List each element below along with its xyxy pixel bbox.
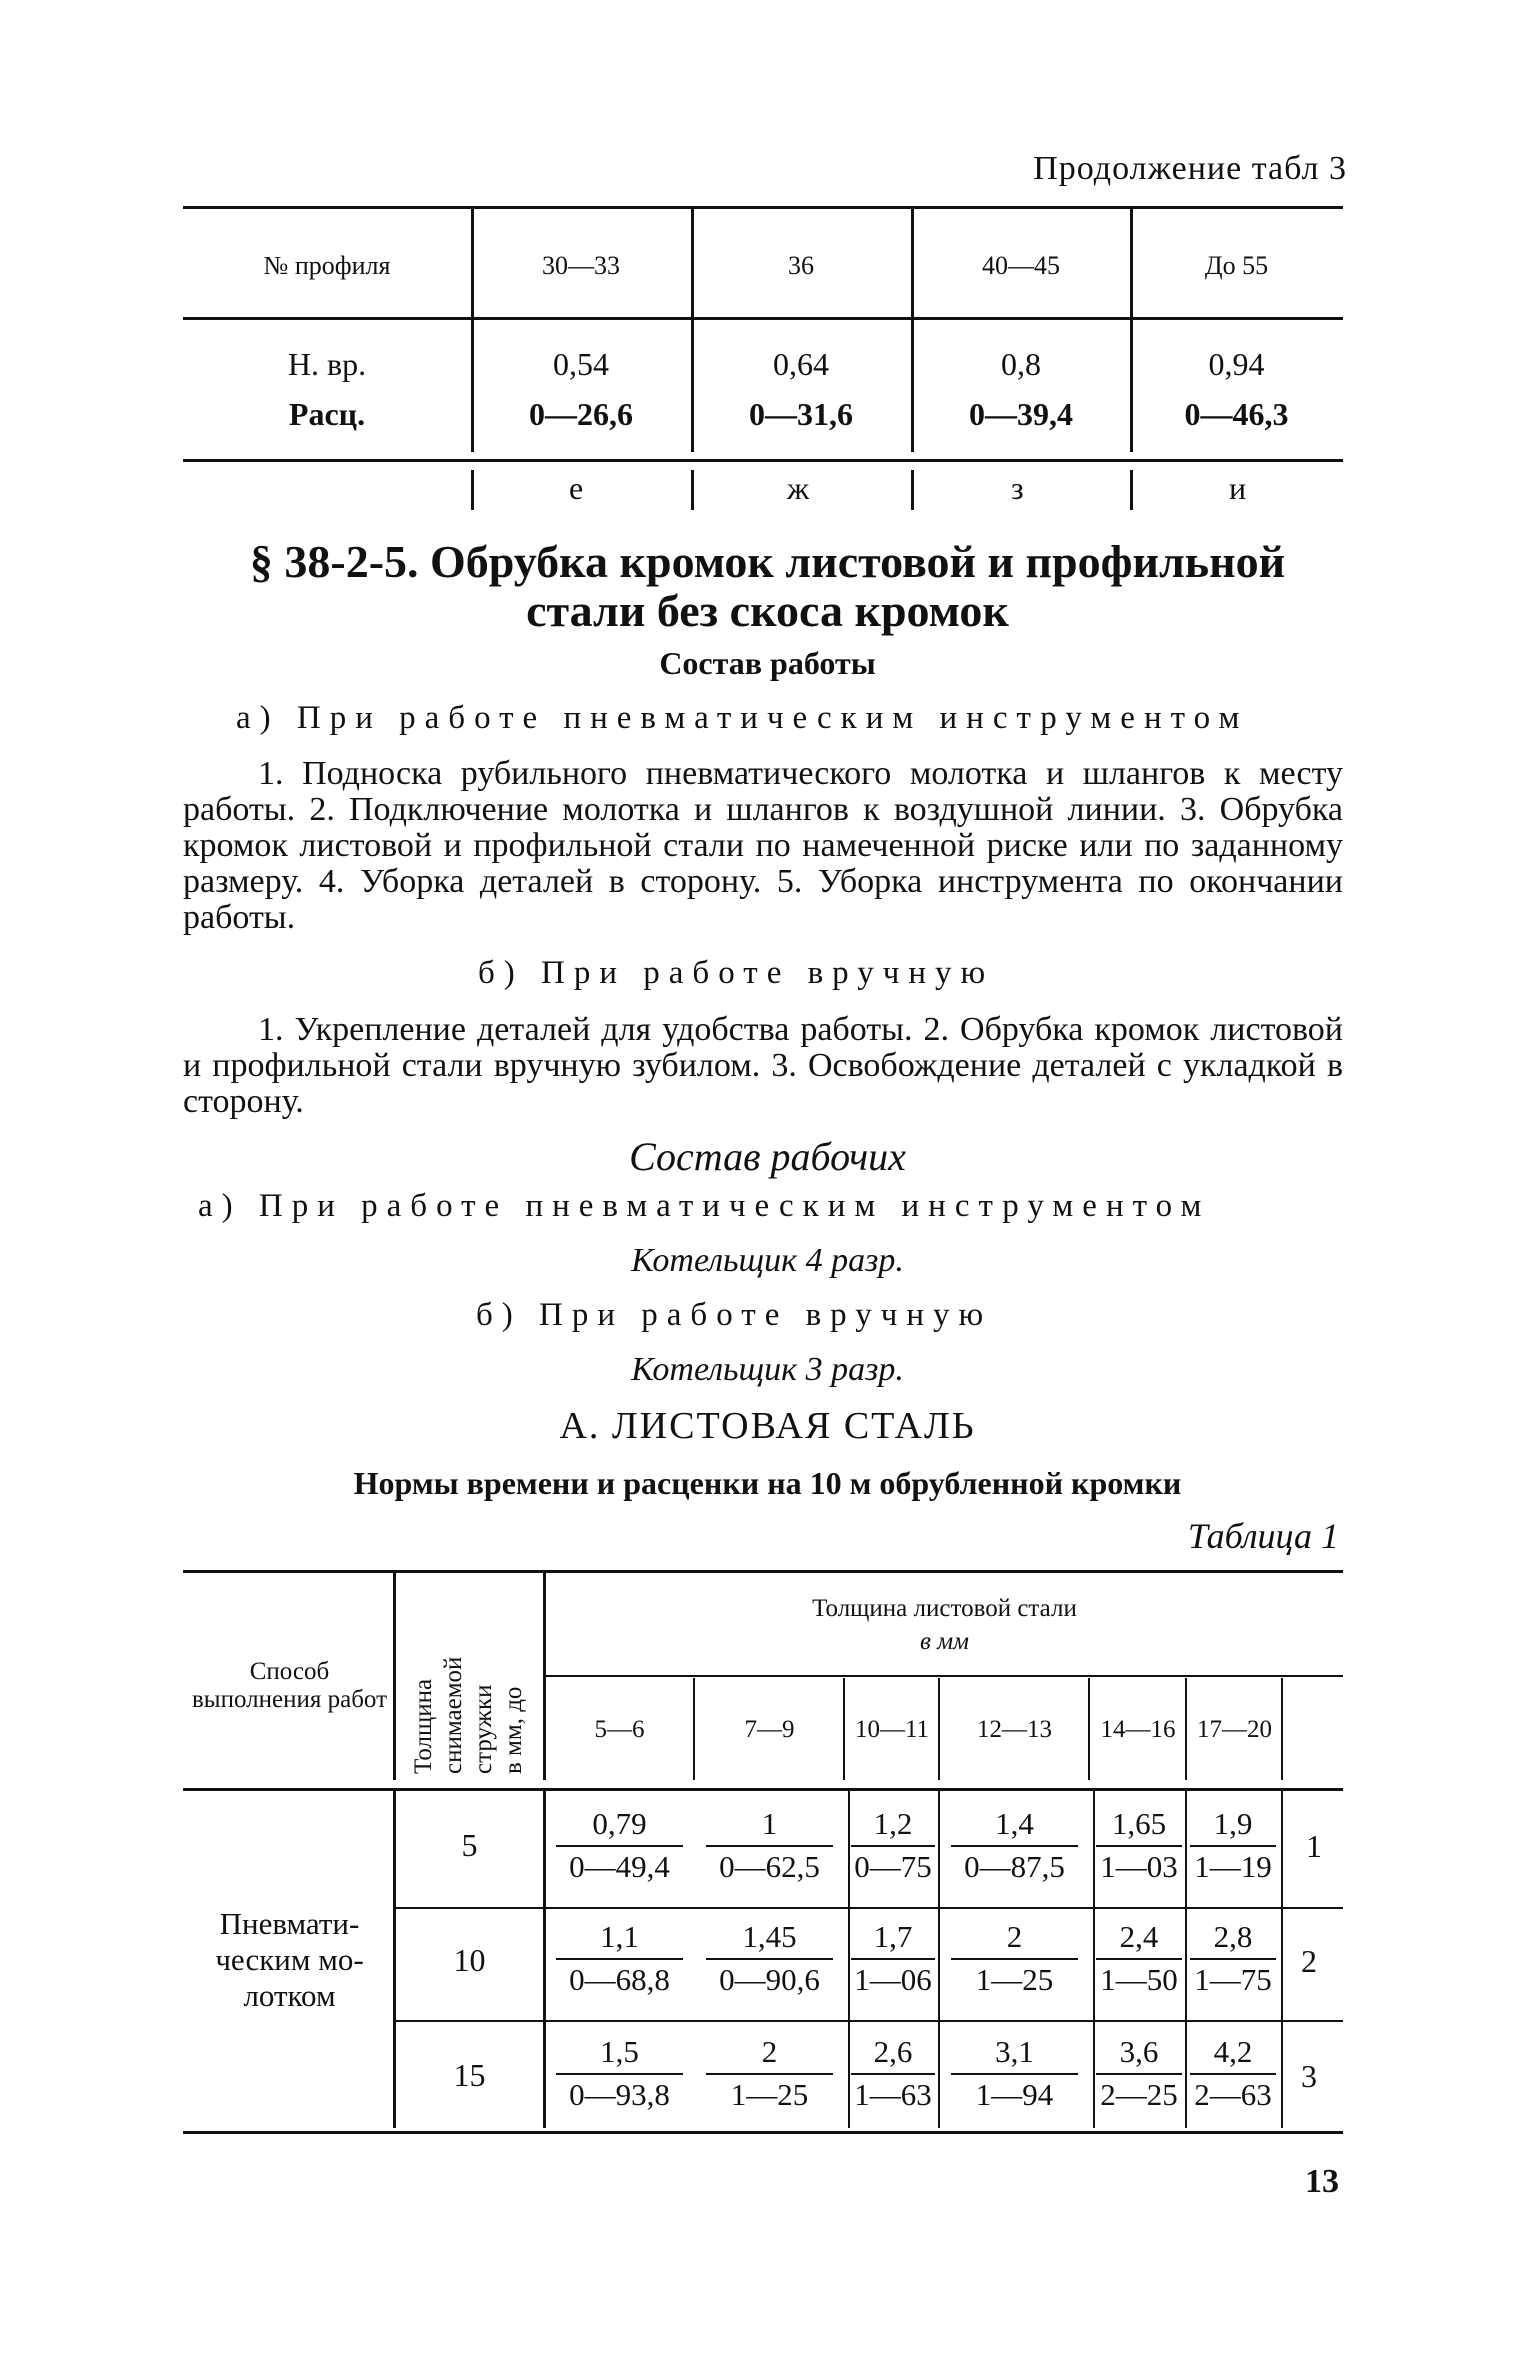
table-cell	[706, 1918, 833, 1998]
price-value: 0—49,4	[569, 1849, 670, 1884]
letter-tick	[691, 470, 694, 510]
table-cell	[1190, 1805, 1276, 1885]
profile-header: № профиля	[263, 251, 391, 280]
column-header: 12—13	[977, 1716, 1052, 1743]
table2-vline	[938, 1791, 940, 2128]
fraction-bar	[1096, 2073, 1182, 2075]
table2-vline	[693, 1678, 695, 1780]
table-cell	[471, 339, 691, 439]
column-letter: ж	[787, 470, 810, 506]
table2-top-rule	[183, 1570, 1343, 1573]
table-cell	[911, 339, 1131, 439]
price-value: 1—75	[1194, 1962, 1272, 1997]
row-number: 3	[1301, 2058, 1317, 2094]
price-value: 1—94	[975, 2077, 1054, 2112]
column-header: 7—9	[744, 1716, 795, 1743]
price-value: 0—39,4	[969, 396, 1073, 432]
table1-top-rule	[183, 206, 1343, 209]
fraction-bar	[951, 1958, 1078, 1960]
work-manual-heading: б) При работе вручную	[478, 955, 995, 991]
table1-bottom-rule	[183, 459, 1343, 462]
column-header: До 55	[1204, 251, 1269, 280]
depth-value: 15	[453, 2056, 486, 2093]
norm-value: 3,6	[1119, 2034, 1159, 2069]
price-value: 1—25	[730, 2077, 809, 2112]
norm-value: 0,64	[773, 346, 829, 382]
section-title-line2: стали без скоса кромок	[526, 585, 1009, 636]
price-value: 0—90,6	[719, 1962, 820, 1997]
norm-value: 1,45	[742, 1919, 797, 1954]
price-value: 1—19	[1194, 1849, 1272, 1884]
thickness-unit: в мм	[919, 1628, 969, 1655]
table2-vline	[938, 1678, 940, 1780]
norm-value: 0,8	[1001, 346, 1041, 382]
column-header: 5—6	[594, 1716, 645, 1743]
price-value: 0—68,8	[569, 1962, 670, 1997]
norm-value: 1,7	[873, 1919, 913, 1954]
table2-vline	[848, 1791, 850, 2128]
workers-manual-heading: б) При работе вручную	[476, 1297, 993, 1333]
norm-value: 1,2	[873, 1806, 913, 1841]
table2-vline	[1185, 1791, 1187, 2128]
table-cell	[1130, 339, 1343, 439]
table2-vline	[843, 1678, 845, 1780]
table2-vline	[543, 1791, 546, 2128]
price-value: 0—93,8	[569, 2077, 670, 2112]
price-value: 0—75	[854, 1849, 932, 1884]
table2-vline	[1281, 1678, 1283, 1780]
table-cell	[1096, 1918, 1182, 1998]
fraction-bar	[951, 1845, 1078, 1847]
table-cell	[1096, 2033, 1182, 2113]
section-title-line1: § 38-2-5. Обрубка кромок листовой и профильной	[249, 536, 1286, 587]
row-number: 2	[1301, 1943, 1317, 1979]
fraction-bar	[706, 2073, 833, 2075]
price-value: 0—62,5	[719, 1849, 820, 1884]
price-value: 2—63	[1194, 2077, 1272, 2112]
column-header: 30—33	[542, 251, 620, 280]
work-pneumatic-heading: а) При работе пневматическим инструментом	[236, 700, 1249, 736]
fraction-bar	[556, 1845, 683, 1847]
norm-value: 2,4	[1119, 1919, 1159, 1954]
price-value: 0—46,3	[1184, 396, 1289, 432]
fraction-bar	[706, 1958, 833, 1960]
row-labels	[183, 339, 471, 439]
column-header: 17—20	[1197, 1716, 1272, 1743]
table-cell	[851, 1918, 935, 1998]
fraction-bar	[851, 1845, 935, 1847]
method-label: Пневмати-ческим мо-лотком	[215, 1906, 364, 2013]
norm-value: 1,65	[1111, 1806, 1167, 1841]
table2-vline	[1088, 1678, 1090, 1780]
page-number: 13	[1305, 2163, 1339, 2200]
table-cell	[1190, 1918, 1276, 1998]
column-letter: з	[1011, 470, 1024, 506]
fraction-bar	[1190, 2073, 1276, 2075]
fraction-bar	[556, 2073, 683, 2075]
thickness-header: Толщина листовой стали	[812, 1595, 1077, 1622]
fraction-bar	[556, 1958, 683, 1960]
price-value: 1—63	[854, 2077, 932, 2112]
column-header: 10—11	[854, 1716, 930, 1743]
fraction-bar	[706, 1845, 833, 1847]
norm-value: 4,2	[1213, 2034, 1253, 2069]
norm-value: 1,5	[600, 2034, 639, 2069]
fraction-bar	[951, 2073, 1078, 2075]
norm-value: 2,6	[873, 2034, 913, 2069]
price-value: 1—25	[975, 1962, 1054, 1997]
price-value: 1—03	[1100, 1849, 1178, 1884]
table-cell	[851, 1805, 935, 1885]
norm-value: 1	[761, 1806, 778, 1841]
table-cell	[951, 1805, 1078, 1885]
column-letter: и	[1229, 470, 1247, 506]
norms-title: Нормы времени и расценки на 10 м обрубленной кромки	[353, 1465, 1182, 1501]
table-cell	[556, 1918, 683, 1998]
column-letter: е	[569, 470, 584, 506]
column-header: 40—45	[982, 251, 1060, 280]
work-composition-title: Состав работы	[659, 645, 876, 681]
fraction-bar	[1190, 1958, 1276, 1960]
norm-value: 0,79	[592, 1806, 647, 1841]
table2-vline	[393, 1573, 396, 1780]
table-cell	[1096, 1805, 1182, 1885]
workers-pneumatic-grade: Котельщик 4 разр.	[631, 1242, 904, 1279]
fraction-bar	[1096, 1958, 1182, 1960]
norm-value: 0,54	[553, 346, 609, 382]
table-cell	[556, 2033, 683, 2113]
work-pneumatic-text: 1. Подноска рубильного пневматического молотка и шлангов к месту работы. 2. Подключение молотка и шлангов к воздушной линии. 3. Обрубка кромок листовой и профильной стали по намеченной риске или по заданному размеру. 4. Уборка деталей в сторону. 5. Уборка инструмента по окончании работы.	[183, 755, 1343, 936]
depth-header-line: снимаемой	[440, 1656, 467, 1774]
price-value: 1—06	[854, 1962, 932, 1997]
depth-value: 10	[453, 1941, 486, 1978]
norm-value: 1,9	[1213, 1806, 1253, 1841]
table-cell	[851, 2033, 935, 2113]
row-number: 1	[1306, 1828, 1322, 1864]
depth-header-line: Толщина	[410, 1678, 437, 1774]
table2-subheader-rule	[546, 1675, 1343, 1677]
table2-bottom-rule	[183, 2131, 1343, 2134]
column-header: 36	[788, 251, 814, 280]
fraction-bar	[851, 2073, 935, 2075]
norm-value: 2	[1006, 1919, 1023, 1954]
norm-value: 2,8	[1213, 1919, 1253, 1954]
depth-value: 5	[461, 1826, 478, 1863]
table2-row-rule	[396, 2020, 1343, 2022]
norm-label: Н. вр.	[287, 346, 367, 382]
norm-value: 1,1	[600, 1919, 639, 1954]
letter-tick	[471, 470, 474, 510]
depth-header-line: в мм, до	[500, 1686, 527, 1774]
workers-title: Состав рабочих	[629, 1134, 906, 1179]
subsection-title: А. ЛИСТОВАЯ СТАЛЬ	[559, 1405, 976, 1447]
depth-header-line: стружки	[470, 1684, 497, 1774]
letter-tick	[911, 470, 914, 510]
price-value: 0—31,6	[749, 396, 853, 432]
table-label: Таблица 1	[1187, 1516, 1339, 1556]
norm-value: 0,94	[1208, 346, 1265, 382]
workers-manual-grade: Котельщик 3 разр.	[631, 1351, 904, 1388]
method-header: Способ выполнения работ	[191, 1658, 388, 1713]
letter-tick	[1130, 470, 1133, 510]
table2-header-rule	[183, 1788, 1343, 1791]
work-manual-text: 1. Укрепление деталей для удобства работы. 2. Обрубка кромок листовой и профильной стали вручную зубилом. 3. Освобождение деталей с укладкой в сторону.	[183, 1011, 1343, 1120]
table-cell	[1190, 2033, 1276, 2113]
table-cell	[691, 339, 911, 439]
table-cell	[951, 2033, 1078, 2113]
table1-header-rule	[183, 317, 1343, 320]
workers-pneumatic-heading: а) При работе пневматическим инструментом	[198, 1188, 1211, 1224]
table2-vline	[1281, 1791, 1283, 2128]
fraction-bar	[1190, 1845, 1276, 1847]
fraction-bar	[851, 1958, 935, 1960]
fraction-bar	[1096, 1845, 1182, 1847]
table-cell	[951, 1918, 1078, 1998]
table2-row-rule	[396, 1907, 1343, 1909]
price-value: 2—25	[1100, 2077, 1178, 2112]
table2-vline	[1185, 1678, 1187, 1780]
norm-value: 2	[761, 2034, 778, 2069]
table2-vline	[1093, 1791, 1095, 2128]
continuation-label: Продолжение табл 3	[1033, 150, 1347, 187]
table-cell	[706, 1805, 833, 1885]
price-value: 1—50	[1100, 1962, 1178, 1997]
column-header: 14—16	[1100, 1716, 1176, 1743]
price-value: 0—87,5	[964, 1849, 1065, 1884]
table-cell	[706, 2033, 833, 2113]
norm-value: 1,4	[995, 1806, 1034, 1841]
price-label: Расц.	[288, 396, 366, 432]
table-cell	[556, 1805, 683, 1885]
norm-value: 3,1	[995, 2034, 1034, 2069]
price-value: 0—26,6	[529, 396, 633, 432]
